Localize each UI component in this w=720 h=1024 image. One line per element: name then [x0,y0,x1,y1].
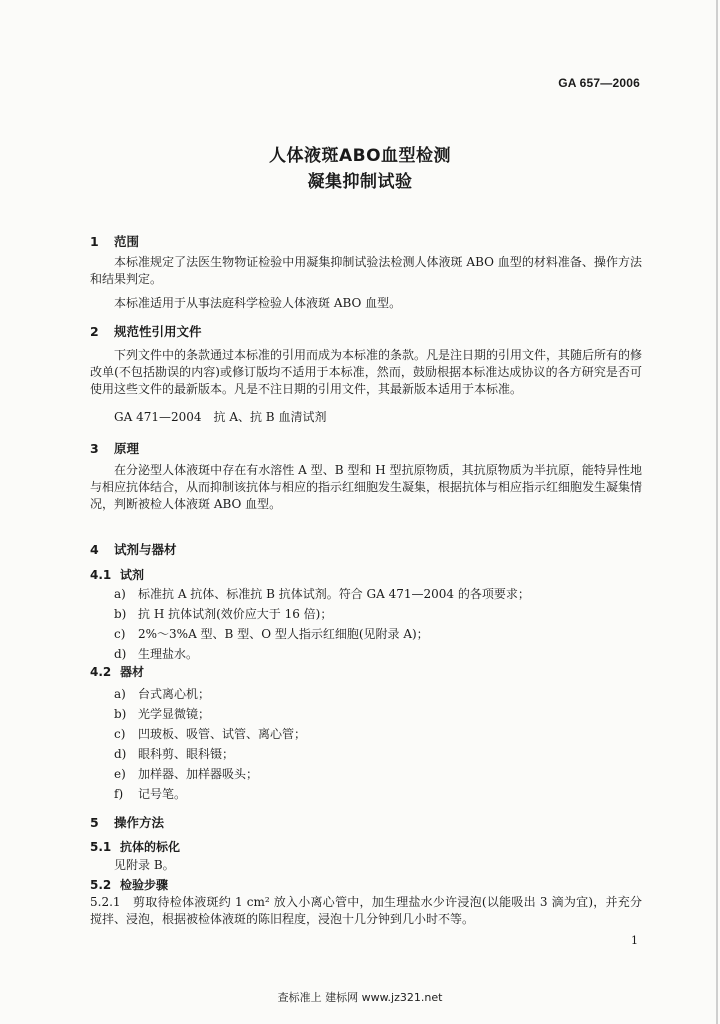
standard-code: GA 657—2006 [558,76,640,90]
list-marker: a) [114,687,126,701]
subsection-5-1-text: 见附录 B。 [114,858,175,872]
section-number: 1 [90,234,99,249]
normative-reference: GA 471—2004 抗 A、抗 B 血清试剂 [114,410,327,424]
list-marker: d) [114,647,127,661]
list-item [114,625,429,642]
section-3-heading [90,439,139,457]
subsection-4-1-heading [90,566,144,583]
page-edge-divider [716,0,718,1024]
subsection-title: 检验步骤 [120,878,169,892]
subsection-number: 5.2 [90,878,112,892]
list-marker: f) [114,787,124,801]
footer-watermark: 查标准上 建标网 www.jz321.net [277,991,443,1004]
list-marker: d) [114,747,127,761]
list-marker: c) [114,627,126,641]
subsection-title: 抗体的标化 [120,840,181,854]
section-number: 5 [90,815,99,830]
list-item [114,765,258,782]
list-marker: a) [114,587,126,601]
list-text: 生理盐水。 [138,647,199,661]
section-1-heading [90,232,139,250]
list-text: 凹玻板、吸管、试管、离心管； [138,727,307,741]
list-text: 标准抗 A 抗体、标准抗 B 抗体试剂。符合 GA 471—2004 的各项要求； [138,587,530,601]
list-marker: e) [114,767,126,781]
list-text: 光学显微镜； [138,707,211,721]
section-3-paragraph-1: 在分泌型人体液斑中存在有水溶性 A 型、B 型和 H 型抗原物质，其抗原物质为半抗原，能特异性地与相应抗体结合，从而抑制该抗体与相应的指示红细胞发生凝集，根据抗体与相应指示红细胞发生凝集情况，判断被检人体液斑 ABO 血型。 [90,463,643,511]
subsection-number: 4.1 [90,568,112,582]
section-2-paragraph-1: 下列文件中的条款通过本标准的引用而成为本标准的条款。凡是注日期的引用文件，其随后所有的修改单(不包括勘误的内容)或修订版均不适用于本标准，然而，鼓励根据本标准达成协议的各方研究是否可使用这些文件的最新版本。凡是不注日期的引用文件，其最新版本适用于本标准。 [90,348,643,396]
document-title-line2: 凝集抑制试验 [307,172,413,192]
list-item [114,685,210,702]
subsection-number: 4.2 [90,665,112,679]
section-1-paragraph-1: 本标准规定了法医生物物证检验中用凝集抑制试验法检测人体液斑 ABO 血型的材料准备、操作方法和结果判定。 [90,255,642,286]
list-marker: b) [114,607,127,621]
list-item [114,645,198,662]
clause-5-2-1: 5.2.1 剪取待检体液斑约 1 cm² 放入小离心管中，加生理盐水少许浸泡(以能吸出 3 滴为宜)，并充分搅拌、浸泡，根据被检体液斑的陈旧程度，浸泡十几分钟到几小时不等。 [90,895,642,926]
list-text: 记号笔。 [138,787,187,801]
section-title: 规范性引用文件 [114,324,202,339]
subsection-5-2-heading [90,876,168,893]
list-text: 台式离心机； [138,687,211,701]
list-item [114,705,210,722]
subsection-title: 试剂 [120,568,145,582]
section-title: 试剂与器材 [114,542,177,557]
list-text: 2%～3%A 型、B 型、O 型人指示红细胞(见附录 A)； [138,627,429,641]
list-text: 眼科剪、眼科镊； [138,747,235,761]
page-number: 1 [631,934,638,947]
list-marker: c) [114,727,126,741]
list-text: 加样器、加样器吸头； [138,767,259,781]
subsection-4-2-heading [90,663,144,680]
section-number: 3 [90,441,99,456]
subsection-title: 器材 [120,665,145,679]
subsection-number: 5.1 [90,840,112,854]
list-item [114,785,186,802]
subsection-5-1-heading [90,838,180,855]
list-item [114,585,530,602]
section-title: 范围 [114,234,140,249]
section-1-paragraph-2: 本标准适用于从事法庭科学检验人体液斑 ABO 血型。 [114,296,402,310]
section-number: 2 [90,324,99,339]
document-title-line1: 人体液斑ABO血型检测 [268,146,452,166]
list-item [114,725,306,742]
list-item [114,745,234,762]
section-number: 4 [90,542,99,557]
list-text: 抗 H 抗体试剂(效价应大于 16 倍)； [138,607,333,621]
section-title: 原理 [114,441,140,456]
section-title: 操作方法 [114,815,165,830]
list-marker: b) [114,707,127,721]
list-item [114,605,332,622]
section-4-heading [90,540,177,558]
section-5-heading [90,813,164,831]
section-2-heading [90,322,202,340]
